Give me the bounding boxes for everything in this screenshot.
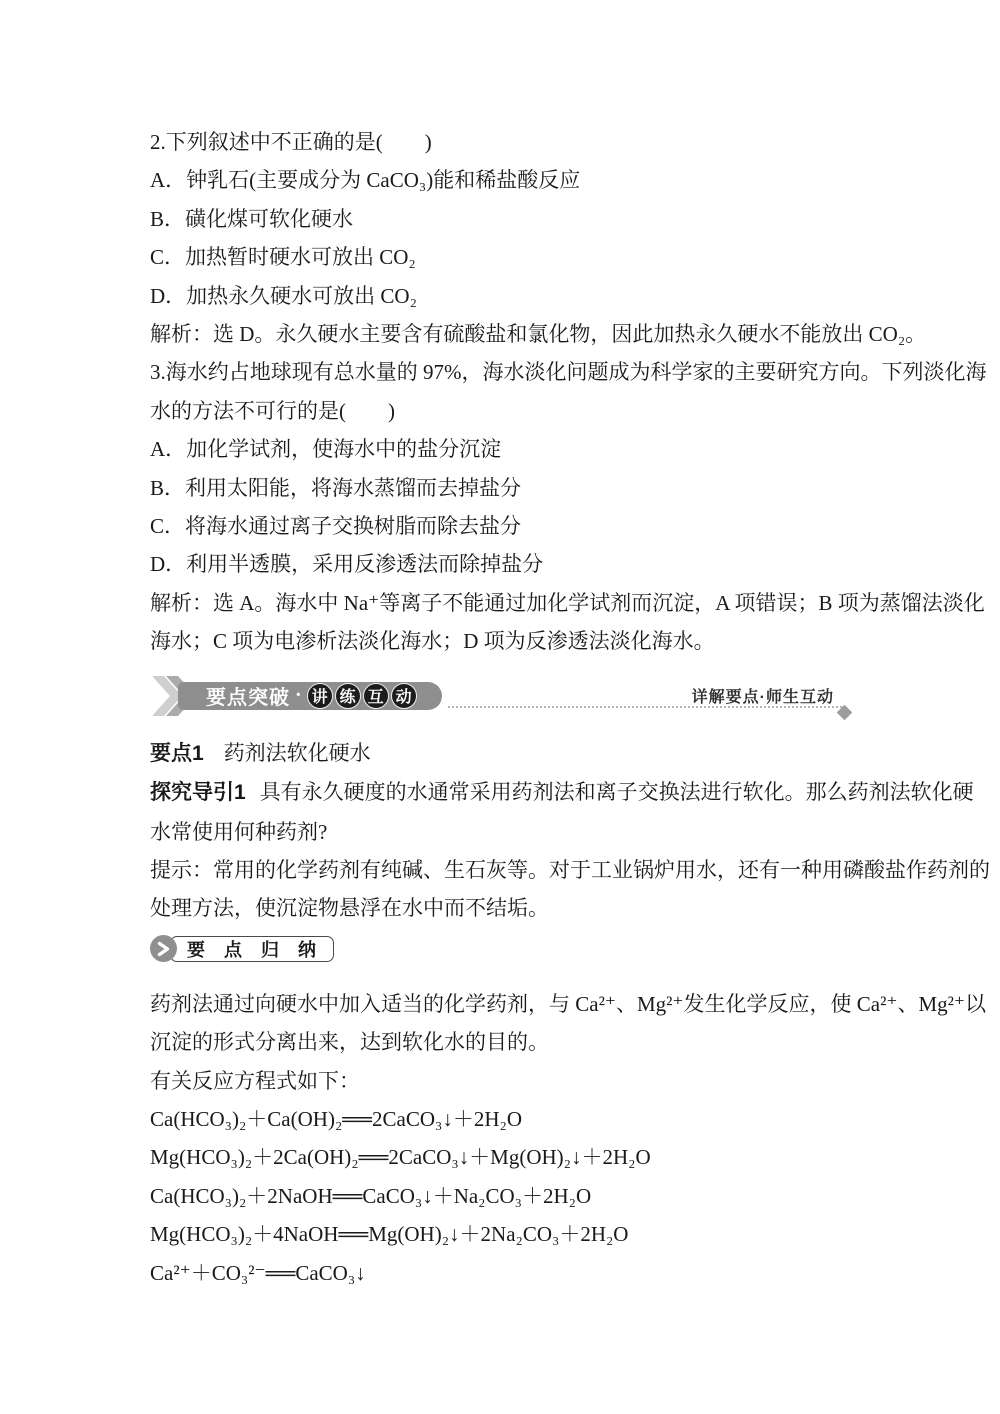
question-3-analysis-line: 解析：选 A。海水中 Na⁺等离子不能通过加化学试剂而沉淀，A 项错误；B 项为蒸馏法淡化 — [150, 590, 985, 615]
question-3-title-line: 水的方法不可行的是( ) — [150, 398, 395, 423]
banner-circle-char: 互 — [363, 683, 389, 709]
question-2-option-a: A．钟乳石(主要成分为 CaCO₃)能和稀盐酸反应 — [150, 168, 581, 193]
banner-separator-dot: · — [295, 684, 302, 707]
method-line: 沉淀的形式分离出来，达到软化水的目的。 — [150, 1030, 549, 1055]
key-point-title: 药剂法软化硬水 — [223, 740, 371, 765]
question-2-title: 2.下列叙述中不正确的是( ) — [150, 130, 432, 154]
summary-badge — [150, 936, 854, 962]
banner-circle-char: 动 — [391, 683, 417, 709]
question-3-option-c: C．将海水通过离子交换树脂而除去盐分 — [150, 514, 522, 539]
question-3-option-b: B．利用太阳能，将海水蒸馏而去掉盐分 — [150, 475, 522, 500]
equations-intro: 有关反应方程式如下： — [150, 1068, 360, 1093]
inquiry-text: 具有永久硬度的水通常采用药剂法和离子交换法进行软化。那么药剂法软化硬 — [259, 780, 974, 805]
banner-dotted-line — [448, 706, 846, 708]
chemical-equation: Ca²⁺＋CO₃²⁻══CaCO₃↓ — [150, 1260, 366, 1285]
question-3-option-d: D．利用半透膜，采用反渗透法而除掉盐分 — [150, 552, 544, 577]
section-banner — [150, 681, 854, 711]
key-point-heading — [150, 734, 854, 773]
summary-badge-label: 要 点 归 纳 — [170, 936, 334, 962]
banner-bar — [178, 682, 442, 710]
inquiry-line: 水常使用何种药剂? — [150, 819, 328, 844]
hint-line: 处理方法，使沉淀物悬浮在水中而不结垢。 — [150, 896, 549, 921]
hint-line: 提示：常用的化学药剂有纯碱、生石灰等。对于工业锅炉用水，还有一种用磷酸盐作药剂的 — [150, 857, 990, 882]
question-3-analysis-line: 海水；C 项为电渗析法淡化海水；D 项为反渗透法淡化海水。 — [150, 629, 715, 654]
inquiry-line — [150, 773, 974, 812]
question-2-option-c: C．加热暂时硬水可放出 CO₂ — [150, 245, 416, 270]
banner-circle-char: 讲 — [307, 683, 333, 709]
question-2-option-d: D．加热永久硬水可放出 CO₂ — [150, 283, 417, 308]
question-3-option-a: A．加化学试剂，使海水中的盐分沉淀 — [150, 437, 502, 462]
key-point-label: 要点1 — [150, 741, 204, 765]
question-2-option-b: B．磺化煤可软化硬水 — [150, 206, 354, 231]
chemical-equation: Mg(HCO₃)₂＋2Ca(OH)₂══2CaCO₃↓＋Mg(OH)₂↓＋2H₂O — [150, 1145, 651, 1170]
banner-title: 要点突破 — [206, 687, 290, 710]
banner-caption: 详解要点·师生互动 — [691, 688, 834, 706]
chemical-equation: Mg(HCO₃)₂＋4NaOH══Mg(OH)₂↓＋2Na₂CO₃＋2H₂O — [150, 1222, 629, 1247]
question-3-title-line: 3.海水约占地球现有总水量的 97%，海水淡化问题成为科学家的主要研究方向。下列淡化海 — [150, 360, 987, 385]
chemical-equation: Ca(HCO₃)₂＋2NaOH══CaCO₃↓＋Na₂CO₃＋2H₂O — [150, 1183, 592, 1208]
method-line: 药剂法通过向硬水中加入适当的化学药剂，与 Ca²⁺、Mg²⁺发生化学反应，使 Ca²⁺、Mg²⁺以 — [150, 991, 987, 1016]
question-2-analysis: 解析：选 D。永久硬水主要含有硫酸盐和氯化物，因此加热永久硬水不能放出 CO₂。 — [150, 322, 927, 347]
page-content — [150, 123, 990, 1292]
inquiry-label: 探究导引1 — [150, 781, 246, 805]
chemical-equation: Ca(HCO₃)₂＋Ca(OH)₂══2CaCO₃↓＋2H₂O — [150, 1106, 522, 1131]
banner-circle-char: 练 — [335, 683, 361, 709]
